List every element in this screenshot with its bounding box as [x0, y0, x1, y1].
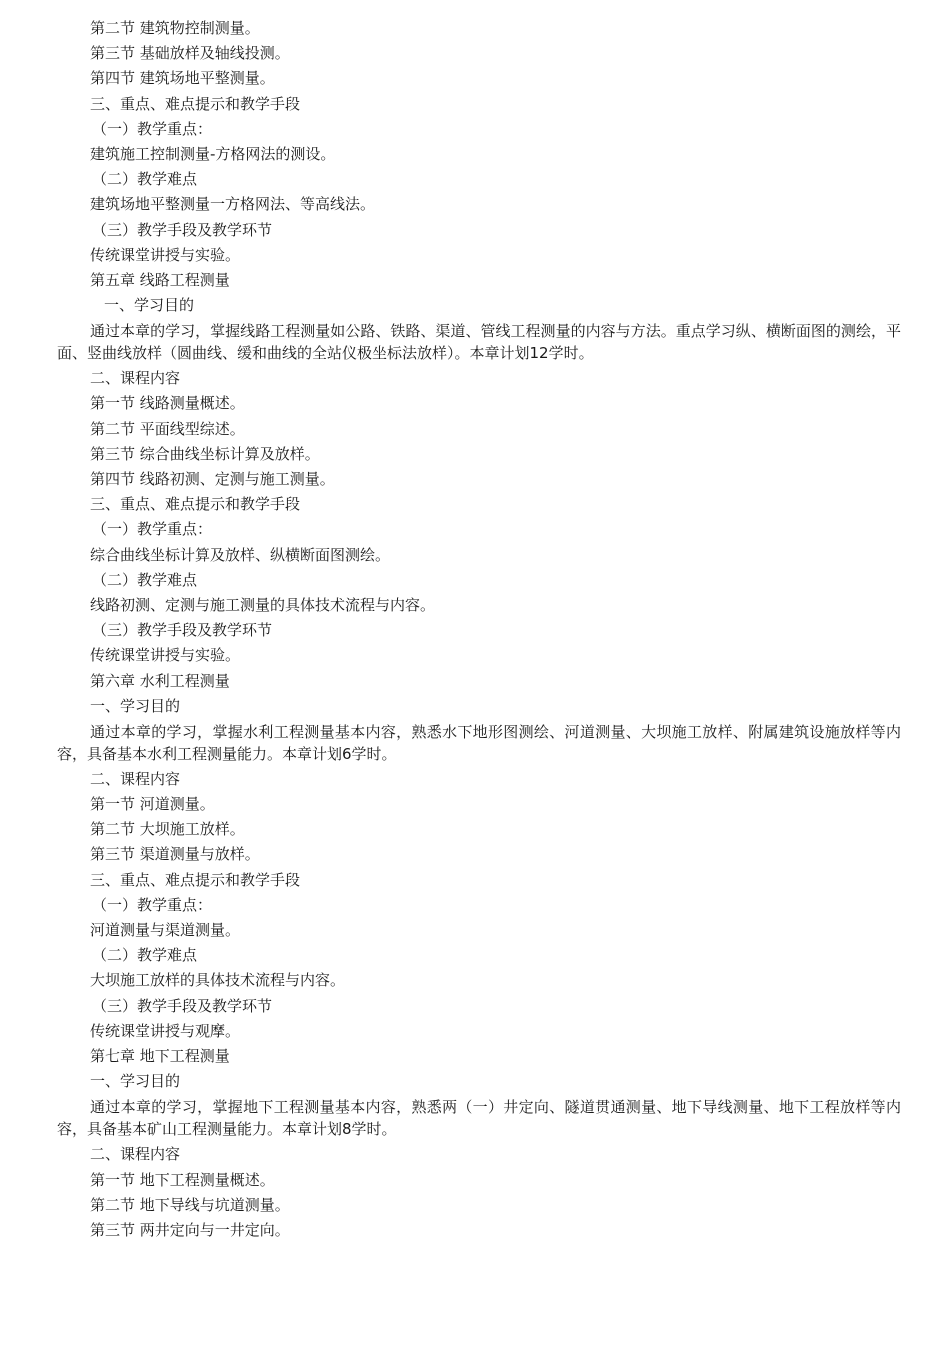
paragraph: 通过本章的学习，掌握水利工程测量基本内容，熟悉水下地形图测绘、河道测量、大坝施工放样、附属建筑设施放样等内容，具备基本水利工程测量能力。本章计划6学时。 [57, 722, 901, 763]
text-line: 第二节 地下导线与坑道测量。 [90, 1195, 290, 1214]
text-line: 第三节 综合曲线坐标计算及放样。 [90, 444, 320, 463]
text-line: 二、课程内容 [90, 369, 181, 388]
text-line: 综合曲线坐标计算及放样、纵横断面图测绘。 [90, 545, 391, 564]
text-line: 二、课程内容 [90, 1145, 181, 1164]
document-page [0, 16, 951, 1243]
text-line: 第六章 水利工程测量 [90, 671, 230, 690]
text-line: 传统课堂讲授与观摩。 [90, 1021, 241, 1040]
text-line: 大坝施工放样的具体技术流程与内容。 [90, 971, 346, 990]
text-line: （三）教学手段及教学环节 [92, 220, 273, 239]
text-line: 河道测量与渠道测量。 [90, 921, 241, 939]
text-line: 传统课堂讲授与实验。 [90, 245, 241, 264]
text-line: （一）教学重点： [92, 520, 213, 539]
text-line: 一、学习目的 [90, 1072, 181, 1091]
text-line: 第一节 线路测量概述。 [90, 394, 245, 413]
text-line: 第四节 线路初测、定测与施工测量。 [90, 470, 335, 488]
text-line: 一、学习目的 [90, 696, 181, 715]
text-line: 二、课程内容 [90, 769, 181, 788]
text-line: （一）教学重点： [92, 895, 213, 914]
text-line: 第一节 河道测量。 [90, 795, 215, 814]
text-line: 第一节 地下工程测量概述。 [90, 1170, 275, 1189]
text-line: 第四节 建筑场地平整测量。 [90, 69, 275, 88]
text-line: 一、学习目的 [104, 296, 195, 315]
text-line: 第三节 两井定向与一井定向。 [90, 1220, 290, 1239]
text-line: 第五章 线路工程测量 [90, 270, 230, 289]
text-line: 建筑施工控制测量-方格网法的测设。 [90, 144, 336, 163]
text-line: 建筑场地平整测量一方格网法、等高线法。 [90, 195, 376, 214]
text-line: 三、重点、难点提示和教学手段 [90, 495, 301, 514]
text-line: 第三节 渠道测量与放样。 [90, 845, 260, 864]
text-line: （三）教学手段及教学环节 [92, 621, 273, 640]
text-line: 线路初测、定测与施工测量的具体技术流程与内容。 [90, 595, 436, 614]
text-line: 第七章 地下工程测量 [90, 1046, 230, 1065]
text-line: 第二节 建筑物控制测量。 [90, 19, 260, 37]
text-line: 传统课堂讲授与实验。 [90, 646, 241, 665]
text-line: （二）教学难点 [92, 946, 198, 965]
paragraph: 通过本章的学习，掌握地下工程测量基本内容，熟悉两（一）井定向、隧道贯通测量、地下导线测量、地下工程放样等内容，具备基本矿山工程测量能力。本章计划8学时。 [57, 1098, 901, 1139]
text-line: （二）教学难点 [92, 570, 198, 589]
text-line: （二）教学难点 [92, 170, 198, 189]
text-line: （三）教学手段及教学环节 [92, 996, 273, 1015]
paragraph: 通过本章的学习，掌握线路工程测量如公路、铁路、渠道、管线工程测量的内容与方法。重点学习纵、横断面图的测绘，平面、竖曲线放样（圆曲线、缓和曲线的全站仪极坐标法放样）。本章计划12学时。 [57, 322, 901, 363]
text-line: 第二节 平面线型综述。 [90, 419, 245, 438]
text-line: 第三节 基础放样及轴线投测。 [90, 44, 290, 63]
text-line: （一）教学重点： [92, 119, 213, 138]
text-line: 三、重点、难点提示和教学手段 [90, 870, 301, 889]
text-line: 三、重点、难点提示和教学手段 [90, 94, 301, 113]
text-line: 第二节 大坝施工放样。 [90, 820, 245, 839]
